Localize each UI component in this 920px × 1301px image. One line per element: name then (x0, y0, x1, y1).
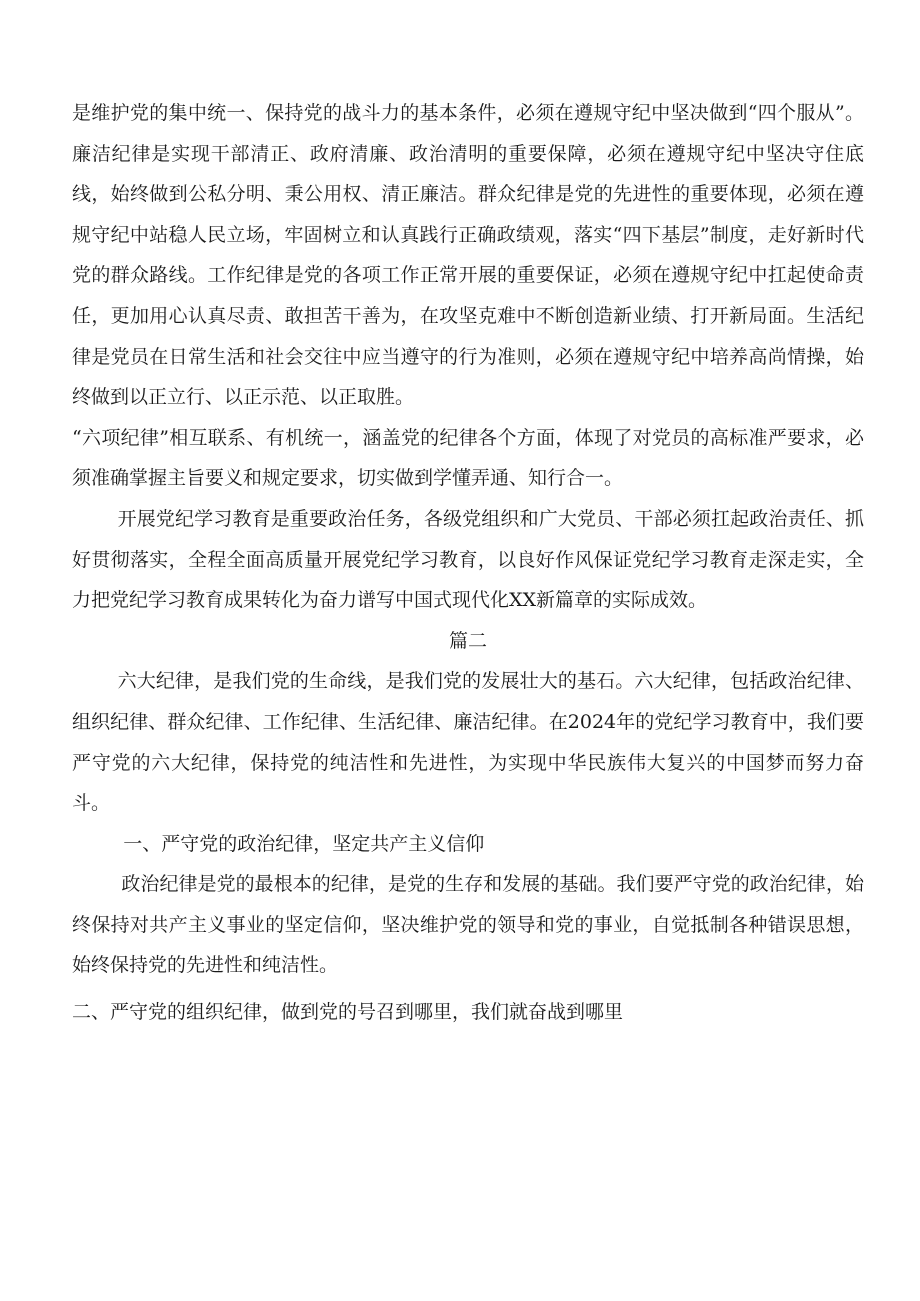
paragraph-six-disciplines: “六项纪律”相互联系、有机统一，涵盖党的纪律各个方面，体现了对党员的高标准严要求，必须准确掌握主旨要义和规定要求，切实做到学懂弄通、知行合一。 (72, 426, 864, 490)
paragraph-political-discipline: 政治纪律是党的最根本的纪律，是党的生存和发展的基础。我们要严守党的政治纪律，始终保持对共产主义事业的坚定信仰，坚决维护党的领导和党的事业，自觉抵制各种错误思想，始终保持党的先进性和纯洁性。 (72, 873, 864, 977)
heading-organizational-discipline: 二、严守党的组织纪律，做到党的号召到哪里，我们就奋战到哪里 (72, 1001, 624, 1024)
document-body (72, 93, 864, 1033)
paragraph-six-disciplines-intro: 六大纪律，是我们党的生命线，是我们党的发展壮大的基石。六大纪律，包括政治纪律、组织纪律、群众纪律、工作纪律、生活纪律、廉洁纪律。在2024年的党纪学习教育中，我们要严守党的六大纪律，保持党的纯洁性和先进性，为实现中华民族伟大复兴的中国梦而努力奋斗。 (72, 670, 864, 815)
paragraph-discipline-overview: 是维护党的集中统一、保持党的战斗力的基本条件，必须在遵规守纪中坚决做到“四个服从”。廉洁纪律是实现干部清正、政府清廉、政治清明的重要保障，必须在遵规守纪中坚决守住底线，始终做到公私分明、秉公用权、清正廉洁。群众纪律是党的先进性的重要体现，必须在遵规守纪中站稳人民立场，牢固树立和认真践行正确政绩观，落实“四下基层”制度，走好新时代党的群众路线。工作纪律是党的各项工作正常开展的重要保证，必须在遵规守纪中扛起使命责任，更加用心认真尽责、敢担苦干善为，在攻坚克难中不断创造新业绩、打开新局面。生活纪律是党员在日常生活和社会交往中应当遵守的行为准则，必须在遵规守纪中培养高尚情操，始终做到以正立行、以正示范、以正取胜。 (72, 102, 864, 409)
heading-political-discipline: 一、严守党的政治纪律，坚定共产主义信仰 (123, 832, 485, 855)
paragraph-education-task: 开展党纪学习教育是重要政治任务，各级党组织和广大党员、干部必须扛起政治责任、抓好贯彻落实，全程全面高质量开展党纪学习教育，以良好作风保证党纪学习教育走深走实，全力把党纪学习教育成果转化为奋力谱写中国式现代化XX新篇章的实际成效。 (72, 507, 864, 612)
section-title: 篇二 (448, 629, 487, 652)
